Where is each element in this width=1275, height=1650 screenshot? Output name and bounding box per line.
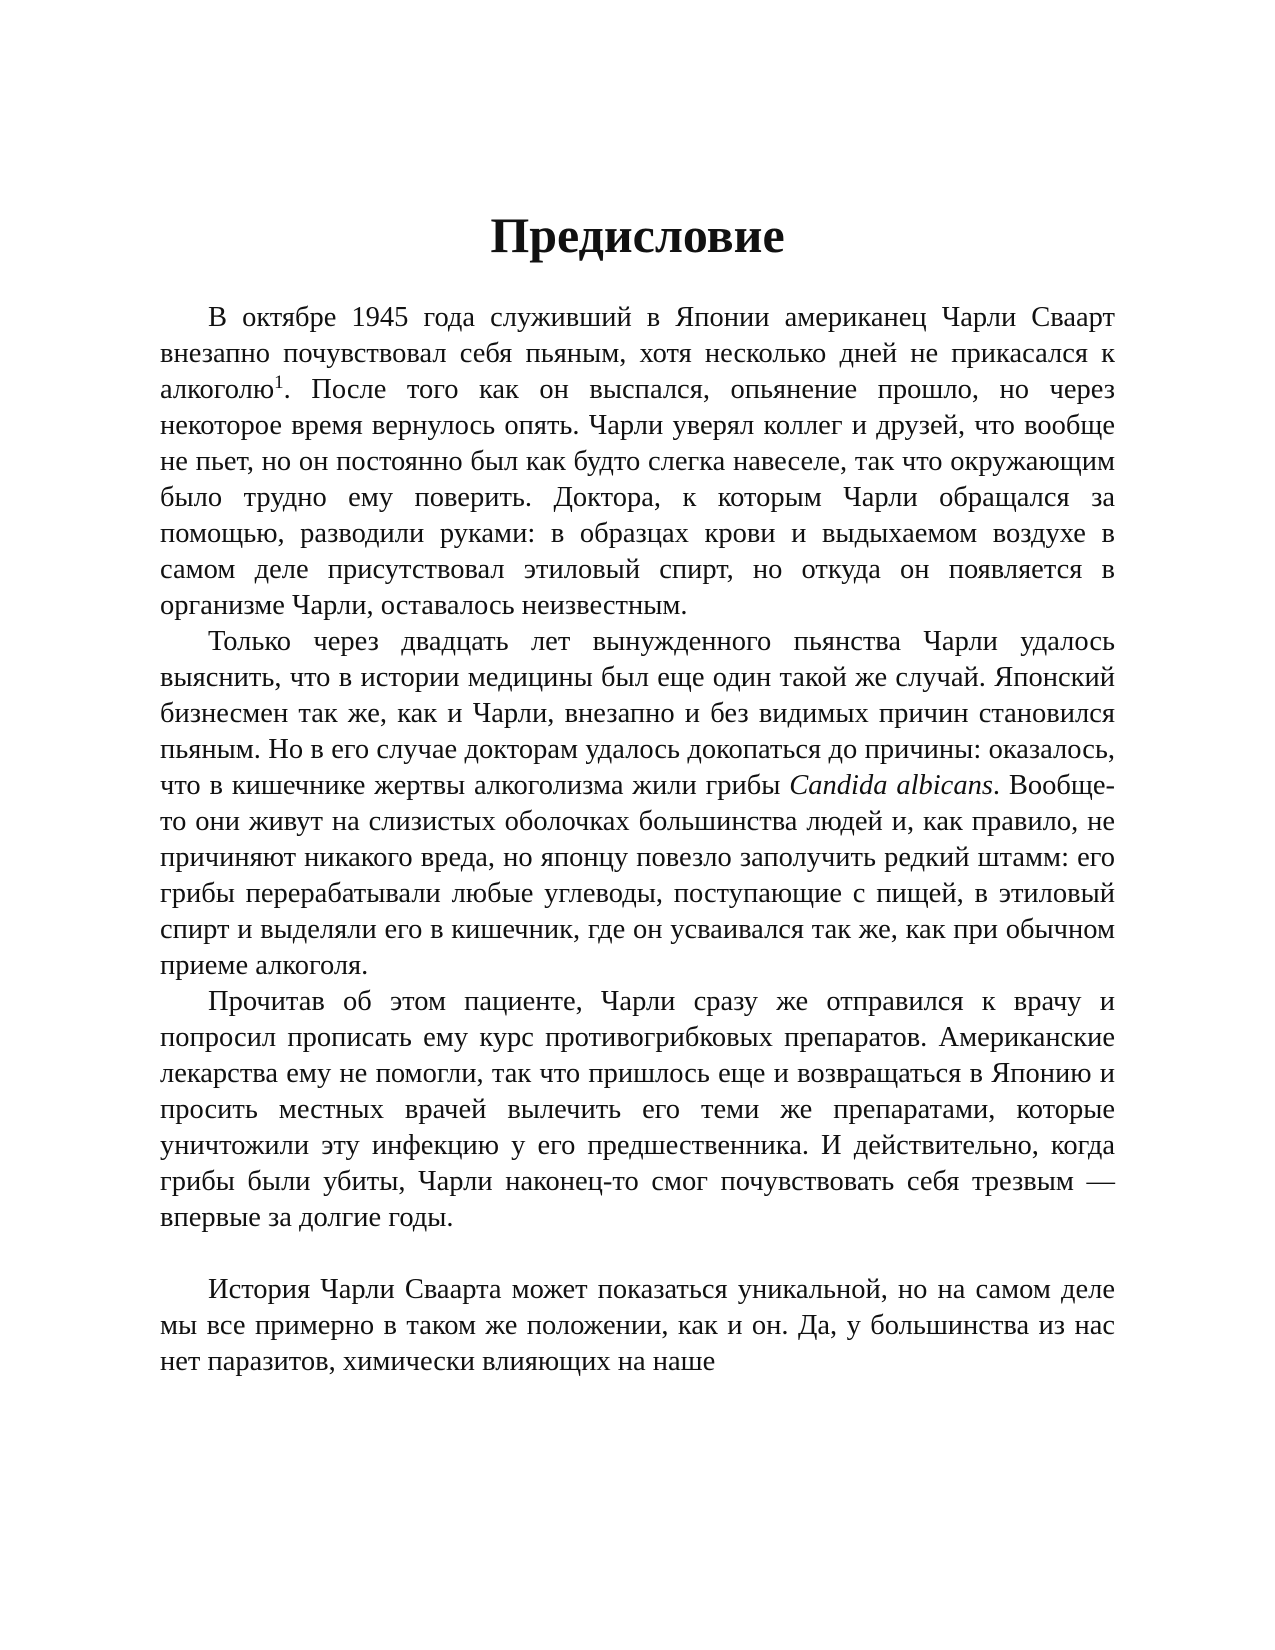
- paragraph-1-text-start: В октябре 1945 года служивший в Японии американец Чарли Сваарт внезапно почувствовал себя пьяным, хотя несколько дней не прикасался к алкоголю: [160, 302, 1115, 405]
- paragraph-2-text-start: Только через двадцать лет вынужденного пьянства Чарли удалось выяснить, что в истории медицины был еще один такой же случай. Японский бизнесмен так же, как и Чарли, внезапно и без видимых причин становился пьяным. Но в его случае докторам удалось докопаться до причины: оказалось, что в кишечнике жертвы алкоголизма жили грибы: [160, 626, 1115, 801]
- body-text: [160, 300, 1115, 1380]
- footnote-reference[interactable]: 1: [274, 372, 284, 393]
- paragraph-1-text-end: . После того как он выспался, опьянение прошло, но через некоторое время вернулось опять. Чарли уверял коллег и друзей, что вообще не пьет, но он постоянно был как будто слегка навеселе, так что окружающим было трудно ему поверить. Доктора, к которым Чарли обращался за помощью, разводили руками: в образцах крови и выдыхаемом воздухе в самом деле присутствовал этиловый спирт, но откуда он появляется в организме Чарли, оставалось неизвестным.: [160, 374, 1115, 621]
- paragraph-1: [160, 300, 1115, 624]
- paragraph-4: История Чарли Сваарта может показаться уникальной, но на самом деле мы все примерно в таком же положении, как и он. Да, у большинства из нас нет паразитов, химически влияющих на наше: [160, 1274, 1115, 1377]
- paragraph-3: Прочитав об этом пациенте, Чарли сразу же отправился к врачу и попросил прописать ему курс противогрибковых препаратов. Американские лекарства ему не помогли, так что пришлось еще и возвращаться в Японию и просить местных врачей вылечить его теми же препаратами, которые уничтожили эту инфекцию у его предшественника. И действительно, когда грибы были убиты, Чарли наконец-то смог почувствовать себя трезвым — впервые за долгие годы.: [160, 986, 1115, 1233]
- paragraph-spacer: [160, 1236, 1115, 1272]
- paragraph-2-text-end: . Вообще-то они живут на слизистых оболочках большинства людей и, как правило, не причиняют никакого вреда, но японцу повезло заполучить редкий штамм: его грибы перерабатывали любые углеводы, поступающие с пищей, в этиловый спирт и выделяли его в кишечник, где он усваивался так же, как при обычном приеме алкоголя.: [160, 770, 1115, 981]
- species-name: Candida albicans: [789, 770, 993, 801]
- page-title: Предисловие: [490, 207, 785, 263]
- paragraph-2: [160, 624, 1115, 984]
